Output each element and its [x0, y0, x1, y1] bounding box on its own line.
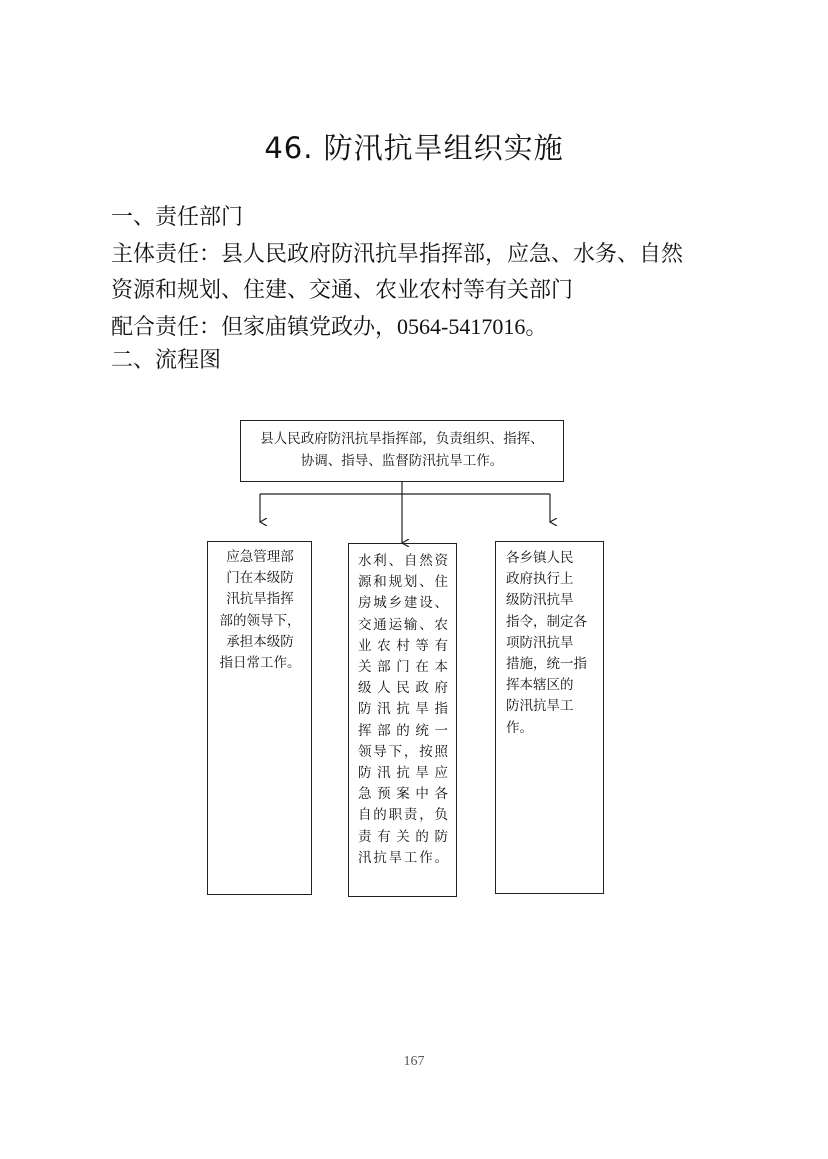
left-box-line: 汛抗旱指挥 [226, 591, 294, 608]
right-box-line: 各乡镇人民 [506, 550, 574, 566]
cooperation-duty-prefix: 配合责任：但家庙镇党政办， [111, 315, 398, 340]
right-box-line: 项防汛抗旱 [506, 634, 574, 651]
middle-box-line: 防汛抗旱指 [358, 701, 448, 718]
flowchart-left-box [207, 541, 312, 895]
middle-box-line: 汛抗旱工作。 [358, 849, 448, 866]
left-box-line: 指日常工作。 [219, 655, 301, 672]
right-box-line: 指令，制定各 [506, 613, 587, 630]
top-box-line: 协调、指导、监督防汛抗旱工作。 [300, 453, 504, 469]
flowchart-top-box [240, 420, 564, 482]
page-title: 46. 防汛抗旱组织实施 [264, 131, 564, 165]
section-heading-flowchart: 二、流程图 [111, 348, 222, 373]
middle-box-line: 防汛抗旱应 [358, 765, 448, 782]
middle-box-line: 房城乡建设、 [358, 595, 448, 612]
middle-box-line: 领导下，按照 [358, 743, 448, 760]
main-duty-line-1: 主体责任：县人民政府防汛抗旱指挥部，应急、水务、自然 [111, 242, 684, 267]
left-box-line: 承担本级防 [226, 633, 294, 650]
middle-box-line: 业农村等有 [358, 637, 448, 654]
middle-box-line: 责有关的防 [358, 828, 448, 845]
flowchart-middle-box [348, 543, 457, 897]
cooperation-duty-suffix: 。 [525, 315, 548, 340]
middle-box-line: 自的职责，负 [358, 807, 448, 824]
right-box-line: 挥本辖区的 [506, 677, 574, 694]
cooperation-duty [111, 312, 547, 343]
middle-box-line: 关部门在本 [358, 659, 448, 676]
middle-box-line: 源和规划、住 [358, 574, 448, 591]
page-number: 167 [403, 1054, 425, 1069]
right-box-line: 措施，统一指 [506, 656, 587, 673]
main-duty-line-2: 资源和规划、住建、交通、农业农村等有关部门 [111, 278, 574, 303]
top-box-line: 县人民政府防汛抗旱指挥部，负责组织、指挥、 [260, 431, 544, 447]
right-box-line: 作。 [506, 719, 533, 736]
middle-box-line: 水利、自然资 [358, 553, 448, 569]
right-box-line: 防汛抗旱工 [506, 698, 574, 715]
middle-box-line: 挥部的统一 [358, 722, 448, 739]
left-box-line: 部的领导下， [219, 612, 301, 629]
flowchart-right-box [495, 541, 604, 894]
cooperation-duty-phone: 0564-5417016 [397, 314, 526, 339]
section-heading-responsible-departments: 一、责任部门 [111, 205, 244, 230]
right-box-line: 级防汛抗旱 [506, 592, 574, 609]
left-box-line: 应急管理部 [226, 549, 294, 565]
right-box-line: 政府执行上 [506, 571, 574, 588]
middle-box-line: 级人民政府 [358, 680, 448, 697]
middle-box-line: 交通运输、农 [358, 616, 448, 633]
left-box-line: 门在本级防 [226, 570, 294, 587]
middle-box-line: 急预案中各 [358, 786, 448, 803]
